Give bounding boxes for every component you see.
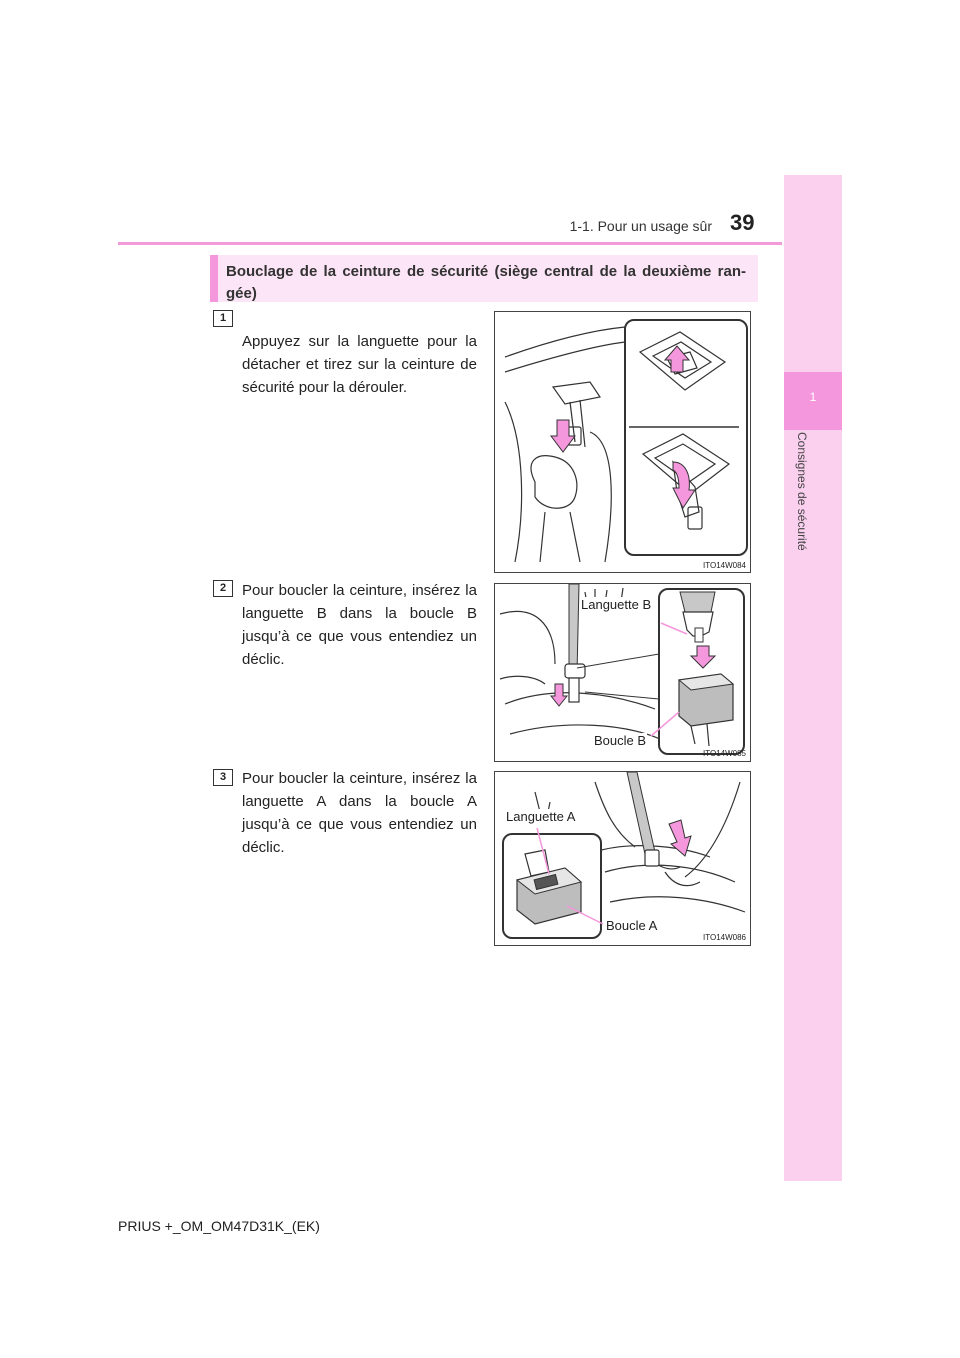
page-number: 39 [730,210,755,235]
chapter-title-vertical [795,432,826,692]
callout-tongue-b: Languette B [581,597,652,612]
figure-buckle-b [494,583,751,762]
step-text-2: Pour boucler la ceinture, insérez la languette B dans la boucle B jusqu’à ce que vous entendiez un déclic. [242,582,477,668]
figure-code: ITO14W085 [703,749,746,758]
header-divider [118,242,782,245]
step-number-1: 1 [213,310,233,327]
step-text-1: Appuyez sur la languette pour la détacher et tirez sur la ceinture de sécurité pour la dérouler. [242,333,477,396]
figure-buckle-a [494,771,751,946]
section-heading: Bouclage de la ceinture de sécurité (siège central de la deuxième ran-gée) [226,263,746,302]
callout-tongue-a: Languette A [506,809,576,824]
figure-code: ITO14W084 [703,561,746,570]
step-number-3: 3 [213,769,233,786]
figure-unbuckle-tongue [494,311,751,573]
chapter-title: Consignes de sécurité [795,432,809,551]
unbuckle-illustration [495,312,750,572]
document-code-footer: PRIUS +_OM_OM47D31K_(EK) [118,1218,320,1234]
chapter-number: 1 [809,390,817,404]
callout-buckle-b: Boucle B [594,733,647,748]
figure-code: ITO14W086 [703,933,746,942]
step-number-2: 2 [213,580,233,597]
section-title: 1-1. Pour un usage sûr [569,218,712,234]
step-text-3: Pour boucler la ceinture, insérez la languette A dans la boucle A jusqu’à ce que vous entendiez un déclic. [242,770,477,856]
callout-buckle-a: Boucle A [606,918,658,933]
